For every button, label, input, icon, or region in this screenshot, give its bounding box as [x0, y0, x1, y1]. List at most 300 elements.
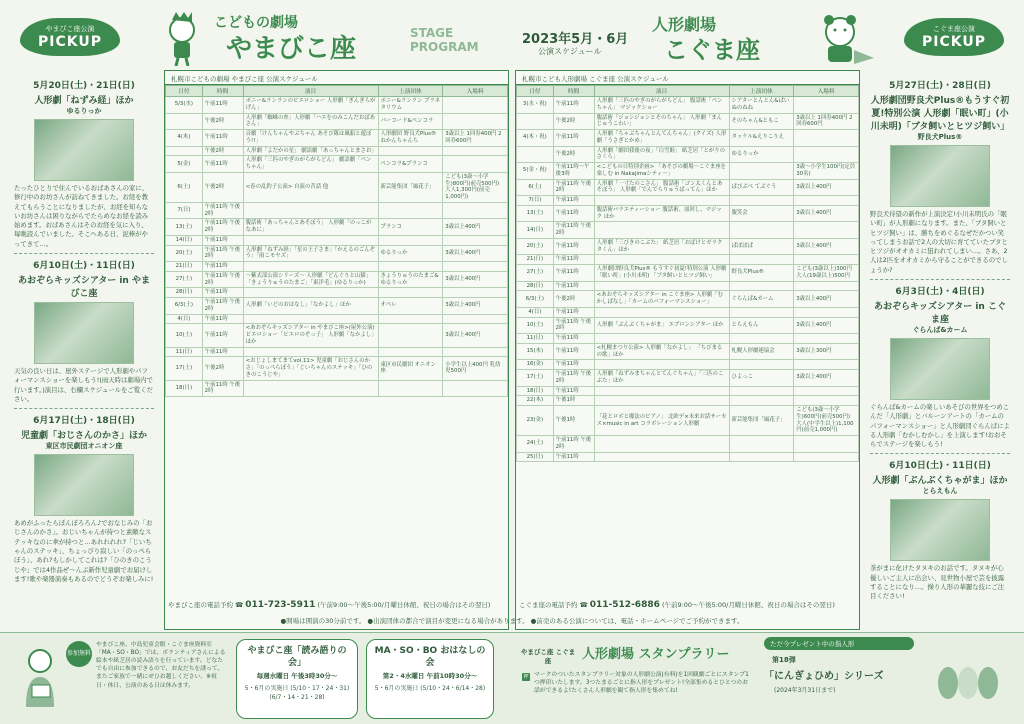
- cell-date: 28(日): [166, 288, 203, 298]
- table-row: [166, 324, 508, 347]
- table-row: [166, 202, 508, 219]
- cell-time: 午前11時: [553, 238, 594, 255]
- cell-price: [794, 255, 859, 265]
- cell-time: 午前11時: [553, 343, 594, 360]
- table-row: [517, 222, 859, 239]
- cell-price: [794, 130, 859, 147]
- cell-price: こども(3歳〜小学生)600円(前売500円) 大人(中学生以上)1,100円(前売1,000円): [794, 406, 859, 436]
- cell-date: 17(土): [517, 370, 554, 387]
- cell-perf: [729, 163, 794, 180]
- yamabiko-phone-bar: [168, 600, 508, 610]
- card-dates: 5・6月の実施日 (5/10・24・6/14・28): [374, 685, 486, 693]
- cell-time: 午後2時: [202, 113, 243, 130]
- table-row: [166, 245, 508, 262]
- cell-date: [517, 113, 554, 130]
- cell-date: 23(金): [517, 406, 554, 436]
- cell-time: 午前11時 午後2時: [553, 222, 594, 239]
- event-title: 人形劇「ぶんぶくちゃがま」ほか: [872, 476, 1008, 487]
- cell-time: 午前11時: [553, 130, 594, 147]
- cell-date: 21(日): [517, 255, 554, 265]
- cell-price: 3歳以上 1回券400円 2回券600円: [443, 130, 508, 147]
- cell-date: 6(土): [517, 179, 554, 196]
- stamp-icon: 押: [523, 674, 529, 680]
- cell-price: [794, 436, 859, 453]
- cell-price: 3歳以上400円: [443, 324, 508, 347]
- cell-date: [166, 113, 203, 130]
- cell-time: 午前11時: [553, 255, 594, 265]
- cell-perf: プランコ: [378, 219, 443, 236]
- divider: [870, 453, 1010, 454]
- cell-perf: シアターとんとん&ぱいぬのねね: [729, 97, 794, 114]
- phone-icon: ☎: [235, 601, 244, 609]
- cell-date: 18(日): [166, 380, 203, 397]
- cell-prog: 人形劇「ねずみまちゃんとてんぐちゃん」「三匹のこぶた」ほか: [594, 370, 729, 387]
- table-row: [166, 97, 508, 114]
- event-photo: [34, 119, 134, 181]
- yamabiko-schedule: [164, 70, 509, 630]
- table-row: [517, 97, 859, 114]
- cell-perf: 東区市民劇団 オニオン座: [378, 357, 443, 380]
- cell-date: 3(水・祝): [517, 97, 554, 114]
- cell-time: 午前11時: [553, 360, 594, 370]
- cell-time: 午前11時: [553, 205, 594, 222]
- free-badge: 参加無料: [66, 641, 92, 667]
- cell-prog: 人形劇団野良犬Plus® もうすぐ初夏!特別公演 人形劇「眠い町」(小川未明) 「ブタ飼いとヒツジ飼い」: [594, 265, 729, 282]
- cell-perf: [729, 255, 794, 265]
- cell-prog: [243, 380, 378, 397]
- table-row: [517, 396, 859, 406]
- phone-label: こぐま座の電話予約: [519, 601, 578, 609]
- cell-time: 午前11時: [202, 156, 243, 173]
- cell-perf: [729, 281, 794, 291]
- table-row: [517, 238, 859, 255]
- cell-prog: <あおぞらキッズシアター in やまびこ座>(屋外公演) ピエロショー「ピエロのぞっ子」 人形劇「なかよし」ほか: [243, 324, 378, 347]
- cell-prog: <春の乱釣子公演> 自演の昔話 他: [243, 172, 378, 202]
- cell-price: [794, 281, 859, 291]
- koguma-title-line2: こぐま座: [664, 36, 760, 64]
- cell-time: 午前11時: [202, 324, 243, 347]
- event-troupe: とらえもん: [922, 487, 958, 496]
- cell-prog: <あおぞらキッズシアター in こぐま座> 人形劇「むかしばなし」「カームのパフォーマンスショー」: [594, 291, 729, 308]
- cell-prog: [594, 281, 729, 291]
- cell-perf: オペレ: [378, 298, 443, 315]
- cell-perf: [378, 262, 443, 272]
- cell-prog: [243, 288, 378, 298]
- cell-price: [794, 222, 859, 239]
- schedule-date: 2023年5月・6月: [522, 32, 629, 47]
- event-date: 5月27日(土)・28日(日): [889, 81, 991, 91]
- event-photo: [890, 499, 990, 561]
- cell-price: 3歳以上400円: [443, 271, 508, 288]
- cell-perf: [378, 314, 443, 324]
- cell-price: [794, 146, 859, 163]
- column-header: 日付: [517, 86, 554, 97]
- cell-time: 午前11時: [553, 307, 594, 317]
- schedule-table: [165, 85, 508, 397]
- cell-time: 午前11時: [553, 265, 594, 282]
- cell-prog: 腹話術「あっちゃんとあそぼう」 人形劇「のっこがなあに」: [243, 219, 378, 236]
- schedule-header: 札幌市こども人形劇場 こぐま座 公演スケジュール: [516, 71, 859, 85]
- cell-time: 午後1時: [553, 396, 594, 406]
- cell-date: 6/3(土): [517, 291, 554, 308]
- cell-date: 22(木): [517, 396, 554, 406]
- table-row: [517, 406, 859, 436]
- cell-price: [443, 288, 508, 298]
- cell-prog: 腹話術バラエティーショー 腹話術、皿回し、マジック ほか: [594, 205, 729, 222]
- event-title: 人形劇「ねずみ経」ほか: [34, 96, 134, 106]
- cell-perf: [378, 235, 443, 245]
- left-pickup-badge: [20, 18, 120, 56]
- table-row: [517, 130, 859, 147]
- cell-price: [443, 202, 508, 219]
- cell-price: [794, 396, 859, 406]
- reader-illustration-icon: [18, 645, 62, 709]
- cell-date: [166, 146, 203, 156]
- stage-program-title: STAGE PROGRAM: [410, 26, 479, 55]
- table-row: [166, 130, 508, 147]
- cell-date: 17(土): [166, 357, 203, 380]
- cell-time: 午前11時 午後2時: [202, 219, 243, 236]
- cell-price: 3歳以上400円: [794, 370, 859, 387]
- phone-label: やまびこ座の電話予約: [168, 601, 233, 609]
- mascot-boy-icon: [158, 12, 206, 66]
- cell-time: 午後2時: [553, 113, 594, 130]
- cell-perf: ゆるりっか: [378, 245, 443, 262]
- table-row: [517, 370, 859, 387]
- cell-perf: ペンコラ&プランコ: [378, 156, 443, 173]
- table-row: [166, 262, 508, 272]
- stamp-rally-title: 人形劇場 スタンプラリー: [582, 647, 730, 662]
- cell-prog: [243, 235, 378, 245]
- cell-perf: 新芸能集団「風花子」: [729, 406, 794, 436]
- yamabiko-reading-card: [236, 639, 358, 719]
- cell-time: 午後2時: [202, 172, 243, 202]
- phone-number[interactable]: 011-723-5911: [245, 600, 316, 610]
- table-row: [517, 317, 859, 334]
- event-title: 人形劇団野良犬Plus®もうすぐ初夏!特別公演 人形劇「眠い町」(小川未明)「ブタ飼いとヒツジ飼い」: [870, 96, 1010, 132]
- cell-price: 3歳以上400円: [794, 205, 859, 222]
- cell-date: 5/3(水): [166, 97, 203, 114]
- cell-prog: [594, 452, 729, 462]
- event-description: たったひとりで住んでいるおばあさんの家に、修行中のお坊さんが訪ねてきました。お経を教えてもらうことになりましたが、お経を知らないお坊さんは困りながらでたらめなお経を読み始めます。おばあさんはそのお経を気に入り、毎晩読んでいました。そこへある日、泥棒がやってきて…。: [14, 184, 149, 248]
- table-row: [517, 255, 859, 265]
- column-header: 演目: [594, 86, 729, 97]
- cell-prog: <こどもの日特別企画> 「あそびの劇場〜こぐま座を楽しむ in Nakajimaシティ〜」: [594, 163, 729, 180]
- event-date: 6月3日(土)・4日(日): [895, 286, 985, 297]
- cell-perf: [378, 202, 443, 219]
- cell-price: 3歳以上400円: [794, 179, 859, 196]
- card-title: MA・SO・BO おはなしの会: [374, 646, 486, 668]
- cell-prog: [594, 334, 729, 344]
- cell-time: 午前11時〜午後3時: [553, 163, 594, 180]
- cell-prog: 腹話術「ジョンジョンとそのちゃん」 人形劇「まんじゅうこわい」: [594, 113, 729, 130]
- cell-price: 3歳以上400円: [794, 291, 859, 308]
- table-row: [517, 334, 859, 344]
- cell-prog: [594, 196, 729, 206]
- cell-prog: 音劇「けんちゃんやぶちゃん あそび隊は風船と遊ぼう!!」: [243, 130, 378, 147]
- table-row: [517, 146, 859, 163]
- event-title: あおぞらキッズシアター in やまびこ座: [18, 275, 150, 299]
- right-pickup-column: [870, 78, 1010, 602]
- mascot-bear-icon: [812, 10, 876, 68]
- cell-time: 午前11時: [553, 452, 594, 462]
- yamabiko-title-line2: やまびこ座: [226, 34, 357, 64]
- cell-date: 4(日): [166, 314, 203, 324]
- cell-prog: 人形劇「劇団我後の夜」「白雪姫」 紙芝居「とがりのさくら」: [594, 146, 729, 163]
- left-pickup-column: [14, 78, 154, 584]
- cell-date: 11(日): [517, 334, 554, 344]
- cell-perf: 腹笑会: [729, 205, 794, 222]
- cell-perf: とらえもん: [729, 317, 794, 334]
- table-row: [166, 298, 508, 315]
- cell-perf: [378, 347, 443, 357]
- event-date: 5月20日(土)・21日(日): [33, 81, 135, 91]
- table-row: [517, 265, 859, 282]
- cell-date: 24(土): [517, 436, 554, 453]
- cell-prog: [594, 436, 729, 453]
- table-row: [166, 113, 508, 130]
- divider: [14, 253, 154, 254]
- cell-time: 午前11時: [202, 235, 243, 245]
- table-row: [166, 156, 508, 173]
- cell-perf: ポニー&ランラン プラネタリウム: [378, 97, 443, 114]
- cell-price: [443, 314, 508, 324]
- table-row: [517, 281, 859, 291]
- masobo-story-card: [366, 639, 494, 719]
- table-row: [166, 347, 508, 357]
- cell-date: 4(木・祝): [517, 130, 554, 147]
- column-header: 入場料: [794, 86, 859, 97]
- cell-prog: [594, 255, 729, 265]
- cell-date: 11(日): [166, 347, 203, 357]
- cell-price: [443, 380, 508, 397]
- table-row: [166, 219, 508, 236]
- cell-time: 午前11時: [202, 262, 243, 272]
- cell-price: 小学生以上400円 乳幼児500円: [443, 357, 508, 380]
- table-row: [517, 343, 859, 360]
- table-row: [166, 172, 508, 202]
- koguma-phone-bar: [519, 600, 859, 610]
- table-row: [166, 271, 508, 288]
- cell-price: [443, 97, 508, 114]
- pickup-title: PICKUP: [38, 34, 102, 50]
- cell-date: 20(土): [517, 238, 554, 255]
- event-title: 児童劇「おじさんのかさ」ほか: [20, 431, 147, 442]
- cell-price: [794, 334, 859, 344]
- cell-date: 7(日): [517, 196, 554, 206]
- stamp-rally-text: マークのついたスタンプラリー対象の人形劇公演(有料)を1回観劇ごとにスタンプ1つ押印いたします。3つたまるごとに指人形をプレゼント!全部集めるとひとつのお話ができるよ!たくさん人形劇を観て指人形を集めてね!: [534, 672, 749, 695]
- cell-perf: ぱぽぽぱ: [729, 238, 794, 255]
- cell-price: [443, 146, 508, 156]
- cell-price: [443, 347, 508, 357]
- phone-hours: (午前9:00〜午後5:00/月曜日休館、祝日の場合はその翌日): [317, 601, 491, 609]
- cell-prog: [594, 307, 729, 317]
- cell-date: 6/3(土): [166, 298, 203, 315]
- cell-prog: 〜紫式部公演シリーズ〜 人形劇「どんぐりと山猫」「きょうりゅうのたまご」「東洋毛」(ゆるりっか): [243, 271, 378, 288]
- phone-number[interactable]: 011-512-6886: [589, 600, 660, 610]
- cell-price: [794, 386, 859, 396]
- table-row: [517, 452, 859, 462]
- cell-price: 3歳以上300円: [794, 343, 859, 360]
- table-row: [166, 357, 508, 380]
- cell-perf: [378, 324, 443, 347]
- cell-time: 午前11時 午後2時: [553, 317, 594, 334]
- cell-date: 15(木): [517, 343, 554, 360]
- cell-time: 午前11時: [553, 97, 594, 114]
- cell-perf: ぐらんぱ&カーム: [729, 291, 794, 308]
- cell-date: 21(日): [166, 262, 203, 272]
- table-row: [166, 314, 508, 324]
- cell-prog: [243, 347, 378, 357]
- cell-time: 午前11時 午後2時: [553, 179, 594, 196]
- cell-time: 午前11時: [553, 281, 594, 291]
- cell-time: 午前11時: [202, 347, 243, 357]
- cell-prog: [594, 360, 729, 370]
- cell-price: こども(3歳〜小学生)800円(前売500円) 大人1,300円(前売1,000円): [443, 172, 508, 202]
- cell-price: [443, 235, 508, 245]
- table-row: [517, 196, 859, 206]
- cell-date: 20(土): [166, 245, 203, 262]
- cell-time: 午前11時 午後2時: [202, 202, 243, 219]
- finger-puppet-icon: [928, 653, 1008, 713]
- cell-perf: ぱぴぷぺ てぷぐう: [729, 179, 794, 196]
- cell-time: 午前11時 午後2時: [553, 370, 594, 387]
- cell-prog: [243, 262, 378, 272]
- cell-price: [443, 113, 508, 130]
- table-row: [517, 163, 859, 180]
- cell-price: 3歳以上400円: [443, 298, 508, 315]
- cell-date: 13(土): [517, 205, 554, 222]
- pickup-subtitle: やまびこ座公演: [45, 25, 95, 33]
- cell-perf: [729, 436, 794, 453]
- cell-date: 25(日): [517, 452, 554, 462]
- cell-price: [443, 156, 508, 173]
- cell-prog: 人形劇「蜘蛛の糸」人形劇「ハエをのみこんだおばあさん」: [243, 113, 378, 130]
- pickup-title: PICKUP: [922, 34, 986, 50]
- event-photo: [34, 454, 134, 516]
- event-description: 野良犬待望の新作が上演決定!小川未明氏の「眠い町」が人形劇になります。また、「ブタ飼いとヒツジ飼い」は、勝ちをめぐるなぜだかつい笑ってしまうお話で2人の大切に育てていたブタとヒツジがオオカミに狙われてしまい…。さあ、2人は2匹をオオカミから守ることができるのでしょうか?: [870, 210, 1008, 274]
- phone-icon: ☎: [579, 601, 588, 609]
- card-title: やまびこ座「読み語りの会」: [247, 646, 347, 668]
- cell-date: 5(金・祝): [517, 163, 554, 180]
- cell-perf: タッケル&えりこりえ: [729, 130, 794, 147]
- cell-price: 3歳以上400円: [443, 219, 508, 236]
- event-troupe: ぐらんぱ&カーム: [912, 325, 968, 334]
- cell-date: 4(木): [166, 130, 203, 147]
- cell-prog: [594, 396, 729, 406]
- cell-price: [794, 196, 859, 206]
- cell-prog: [594, 222, 729, 239]
- cell-date: 18(日): [517, 386, 554, 396]
- koguma-title-line1: 人形劇場: [652, 15, 717, 34]
- cell-price: [794, 97, 859, 114]
- cell-price: こども(3歳以上)300円 大人(19歳以上)500円: [794, 265, 859, 282]
- event-photo: [34, 302, 134, 364]
- cell-prog: 人形劇「一寸たのこさん」 腹話術「ゴン太くんとあそぼう」 人形劇「でんでらりゅうばってん」ほか: [594, 179, 729, 196]
- cell-time: 午前11時: [202, 130, 243, 147]
- cell-prog: 人形劇「いどのおはなし」「なかよし」ほか: [243, 298, 378, 315]
- cell-perf: ひよっこ: [729, 370, 794, 387]
- card-dates: 5・6月の実施日 (5/10・17・24・31)(6/7・14・21・28): [244, 685, 350, 702]
- schedule-table: [516, 85, 859, 462]
- event-photo: [890, 145, 990, 207]
- cell-date: 6(土): [166, 172, 203, 202]
- column-header: 日付: [166, 86, 203, 97]
- table-row: [166, 146, 508, 156]
- cell-price: [794, 307, 859, 317]
- cell-prog: 人形劇「三匹のやぎのがらがらどん」 劇語劇「ペンちゃん」: [243, 156, 378, 173]
- cell-price: 3歳以上400円: [794, 238, 859, 255]
- cell-prog: ポニー&ランランのピエロショー 人形劇「ぎんぎらがげん」: [243, 97, 378, 114]
- card-schedule: 第2・4水曜日 午前10時30分〜: [382, 672, 478, 681]
- cell-price: 3歳以上400円: [443, 245, 508, 262]
- cell-date: 10(土): [517, 317, 554, 334]
- column-header: 演目: [243, 86, 378, 97]
- cell-date: [517, 146, 554, 163]
- event-description: あめがふったらぽんぽろろん♪でおなじみの「おじさんのかさ」。おじいちゃんが持つと素敵なステッキなのに傘が持つと…あれれれれ?「じいちゃんのステッキ」、ちょっぴり寂しい「のっぺらぼう」、あれ?もしかしてこれは?「ひのきのこうじや」では4作品ぜ〜んぶ新作児童劇でお届けします!歌や楽器演奏もあるのでどうぞお楽しみに!: [14, 519, 154, 583]
- cell-perf: そのちゃん&ともこ: [729, 113, 794, 130]
- cell-time: 午前11時: [553, 196, 594, 206]
- table-row: [517, 291, 859, 308]
- cell-perf: 野良犬Plus®: [729, 265, 794, 282]
- event-date: 6月17日(土)・18日(日): [33, 416, 135, 427]
- cell-date: 7(日): [166, 202, 203, 219]
- cell-perf: [729, 307, 794, 317]
- cell-date: 5(金): [166, 156, 203, 173]
- table-row: [517, 307, 859, 317]
- cell-prog: 人形劇「ねずみ経」「星の王子さま」「かえるのごんぞう」「雨こモヤズ」: [243, 245, 378, 262]
- phone-hours: (午前9:00〜午後5:00/月曜日休館、祝日の場合はその翌日): [661, 601, 835, 609]
- column-header: 時間: [553, 86, 594, 97]
- event-title: あおぞらキッズシアター in こぐま座: [874, 301, 1006, 325]
- cell-time: 午前11時: [202, 288, 243, 298]
- cell-perf: ゆるりっか: [729, 146, 794, 163]
- cell-price: 3歳〜小学生100円(定員30名): [794, 163, 859, 180]
- cell-time: 午前11時: [553, 386, 594, 396]
- notes-bar: ●開場は開演の30分前です。 ●出演団体の都合で演目が変更になる場合があります。 ●前売のある公演については、電話・ホームページでご予約ができます。: [280, 617, 744, 625]
- table-row: [517, 360, 859, 370]
- column-header: 入場料: [443, 86, 508, 97]
- cell-perf: [378, 288, 443, 298]
- cell-date: 13(土): [166, 219, 203, 236]
- cell-perf: [378, 146, 443, 156]
- cell-prog: [243, 314, 378, 324]
- pickup-subtitle: こぐま座公演: [933, 25, 975, 33]
- yamabiko-title-line1: こどもの劇場: [214, 15, 298, 31]
- cell-time: 午後2時: [202, 146, 243, 156]
- event-troupe: 東区市民劇団オニオン座: [45, 442, 123, 451]
- cell-prog: 人形劇「ぶんぶくちゃがま」 エプロンシアター ほか: [594, 317, 729, 334]
- cell-date: 4(日): [517, 307, 554, 317]
- stamp-brand: やまびこ座 こぐま座: [520, 648, 576, 665]
- cell-price: [794, 360, 859, 370]
- cell-perf: [729, 222, 794, 239]
- table-row: [166, 380, 508, 397]
- cell-perf: [729, 396, 794, 406]
- cell-prog: 人形劇「よだかの星」 劇語劇「あっちゃんとまさお」: [243, 146, 378, 156]
- cell-prog: <札幌まつり公演> 人形劇「なかよし」 「ちびまるの歌」ほか: [594, 343, 729, 360]
- card-schedule: 毎週水曜日 午後3時30分〜: [256, 672, 338, 681]
- cell-date: 14(日): [517, 222, 554, 239]
- divider: [14, 408, 154, 409]
- cell-time: 午前11時: [202, 97, 243, 114]
- event-description: ぐらんぱ&カームの楽しいあそびの世界をつめこんだ「人形劇」とバルーンアートの「カームのパフォーマンスショー」と人形劇団ぐらんぱによる人形劇「むかしむかし」を上演します!おおそらでステージを楽しもう!: [870, 402, 1010, 449]
- event-date: 6月10日(土)・11日(日): [33, 260, 135, 271]
- cell-perf: [729, 360, 794, 370]
- cell-perf: パーコード&ペンコラ: [378, 113, 443, 130]
- cell-date: 16(金): [517, 360, 554, 370]
- cell-prog: 「花とロボと魔法のピアノ」 北欧デ×未来お話サーカス×music in art コラボレーション人形劇: [594, 406, 729, 436]
